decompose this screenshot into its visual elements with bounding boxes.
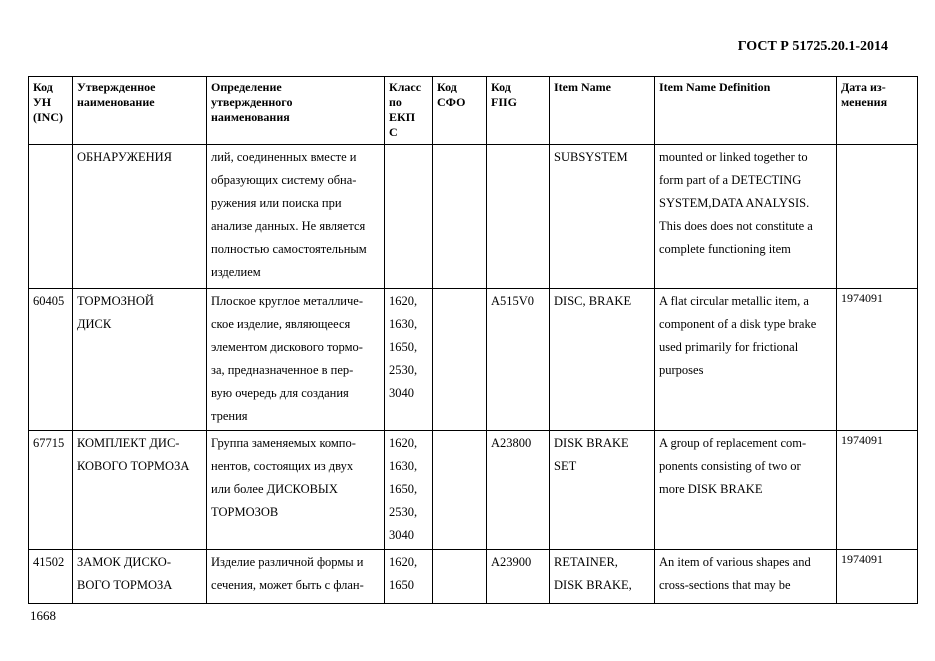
cell-item-name: DISC, BRAKE <box>550 289 655 431</box>
cell-item-definition: A group of replacement com- ponents consisting of two or more DISK BRAKE <box>655 431 837 550</box>
col-header-item-name: Item Name <box>550 77 655 145</box>
cell-definition: Плоское круглое металличе- ское изделие, являющееся элементом дискового тормо- за, предназначенное в пер- вую очередь для создания трения <box>207 289 385 431</box>
col-header-class: Класс по ЕКП С <box>385 77 433 145</box>
col-header-item-definition: Item Name Definition <box>655 77 837 145</box>
cell-change-date: 1974091 <box>837 289 918 431</box>
col-header-sfo: Код СФО <box>433 77 487 145</box>
cell-approved-name: ЗАМОК ДИСКО- ВОГО ТОРМОЗА <box>73 550 207 604</box>
cell-change-date: 1974091 <box>837 550 918 604</box>
cell-sfo <box>433 550 487 604</box>
cell-item-definition: mounted or linked together to form part of a DETECTING SYSTEM,DATA ANALYSIS. This does does not constitute a complete functioning item <box>655 145 837 289</box>
cell-class: 1620, 1650 <box>385 550 433 604</box>
cell-fiig: A23900 <box>487 550 550 604</box>
cell-item-definition: An item of various shapes and cross-sections that may be <box>655 550 837 604</box>
page-number: 1668 <box>30 608 56 623</box>
cell-definition: лий, соединенных вместе и образующих систему обна- ружения или поиска при анализе данных. Не является полностью самостоятельным изделием <box>207 145 385 289</box>
col-header-approved-name: Утвержденное наименование <box>73 77 207 145</box>
cell-fiig <box>487 145 550 289</box>
cell-item-definition: A flat circular metallic item, a component of a disk type brake used primarily for frictional purposes <box>655 289 837 431</box>
cell-fiig: A23800 <box>487 431 550 550</box>
cell-approved-name: ОБНАРУЖЕНИЯ <box>73 145 207 289</box>
col-header-change-date: Дата из- менения <box>837 77 918 145</box>
cell-item-name: RETAINER, DISK BRAKE, <box>550 550 655 604</box>
cell-item-name: SUBSYSTEM <box>550 145 655 289</box>
cell-inc <box>29 145 73 289</box>
cell-sfo <box>433 289 487 431</box>
cell-change-date <box>837 145 918 289</box>
catalog-table <box>28 76 918 604</box>
cell-class: 1620, 1630, 1650, 2530, 3040 <box>385 289 433 431</box>
col-header-inc: Код УН (INC) <box>29 77 73 145</box>
col-header-fiig: Код FIIG <box>487 77 550 145</box>
table-row <box>29 289 918 431</box>
col-header-definition: Определение утвержденного наименования <box>207 77 385 145</box>
cell-approved-name: КОМПЛЕКТ ДИС- КОВОГО ТОРМОЗА <box>73 431 207 550</box>
cell-inc: 41502 <box>29 550 73 604</box>
cell-inc: 60405 <box>29 289 73 431</box>
table-row <box>29 431 918 550</box>
table-row <box>29 550 918 604</box>
cell-fiig: A515V0 <box>487 289 550 431</box>
cell-inc: 67715 <box>29 431 73 550</box>
cell-class <box>385 145 433 289</box>
cell-change-date: 1974091 <box>837 431 918 550</box>
cell-definition: Изделие различной формы и сечения, может быть с флан- <box>207 550 385 604</box>
cell-approved-name: ТОРМОЗНОЙ ДИСК <box>73 289 207 431</box>
cell-class: 1620, 1630, 1650, 2530, 3040 <box>385 431 433 550</box>
table-header-row <box>29 77 918 145</box>
cell-sfo <box>433 145 487 289</box>
table-row <box>29 145 918 289</box>
cell-sfo <box>433 431 487 550</box>
cell-definition: Группа заменяемых компо- нентов, состоящих из двух или более ДИСКОВЫХ ТОРМОЗОВ <box>207 431 385 550</box>
document-standard-header: ГОСТ Р 51725.20.1-2014 <box>737 39 888 54</box>
cell-item-name: DISK BRAKE SET <box>550 431 655 550</box>
